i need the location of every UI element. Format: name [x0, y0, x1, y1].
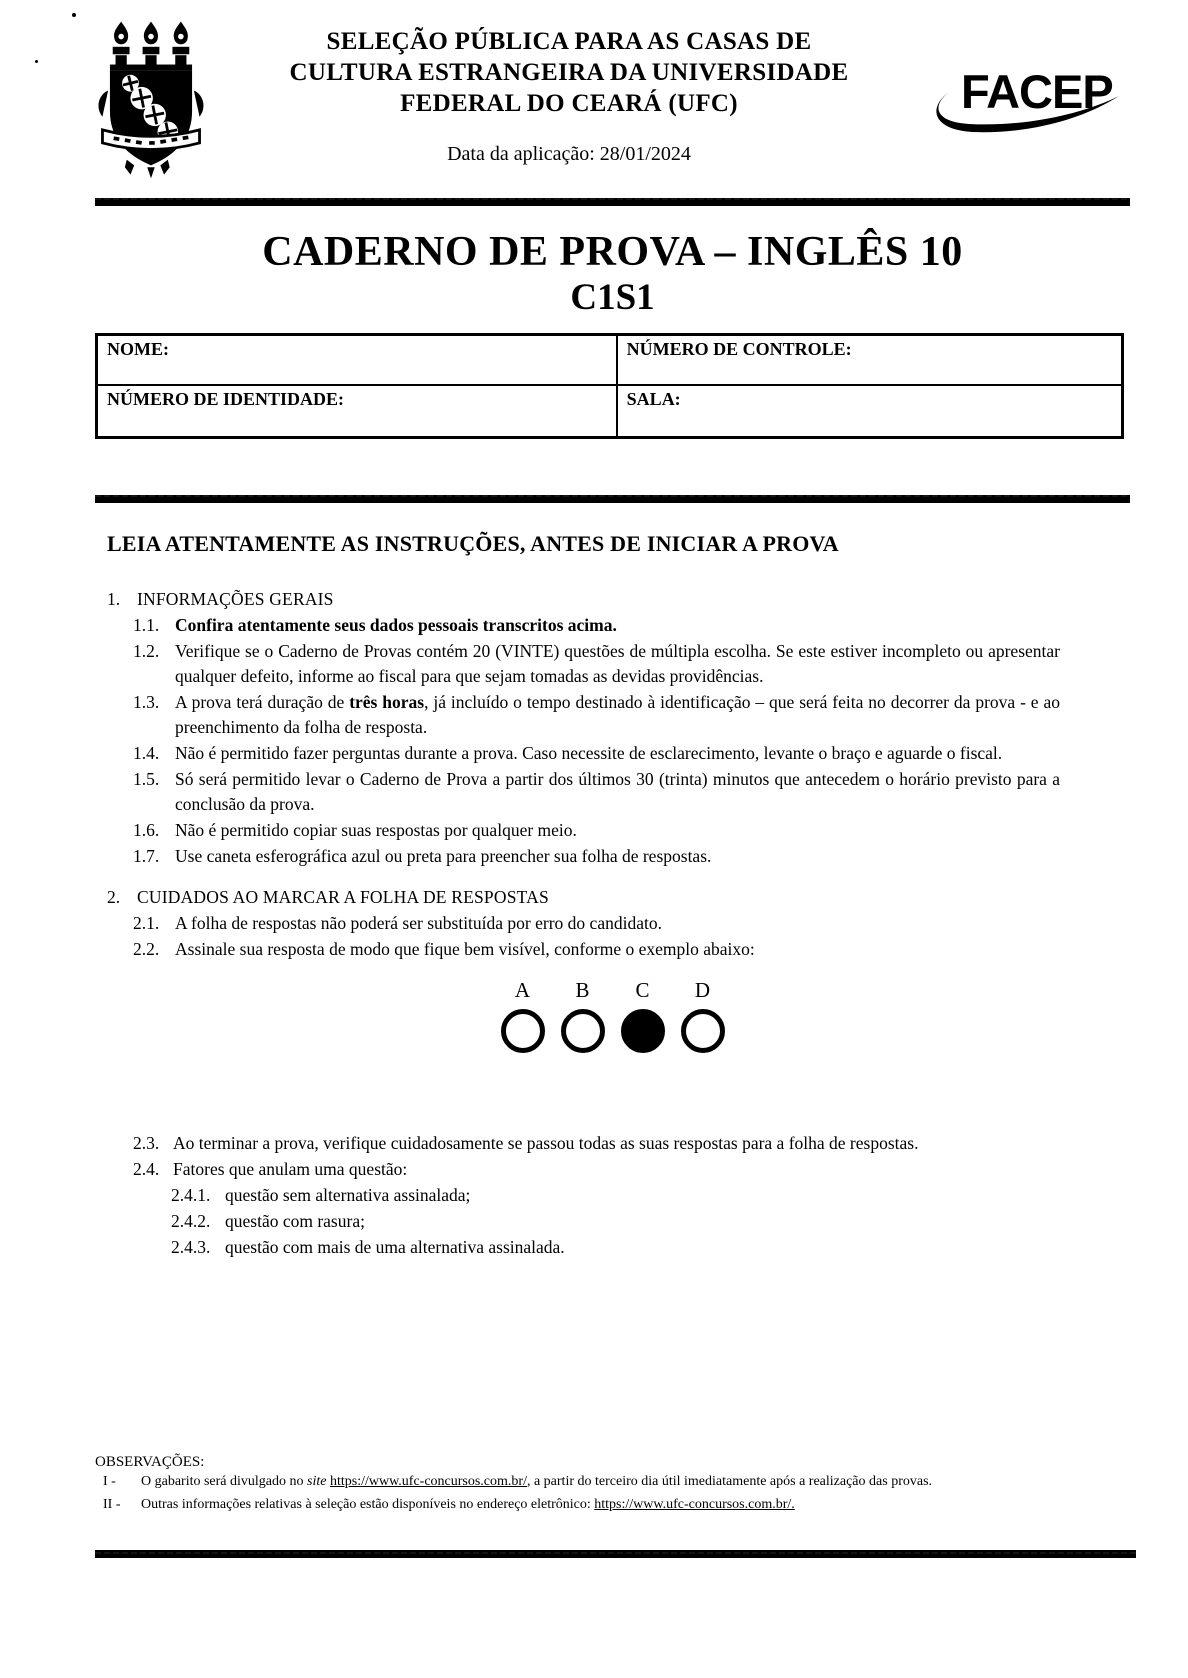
filled-answer-circle [621, 1009, 665, 1053]
answer-option-d [681, 978, 725, 1053]
item-text [175, 613, 1060, 638]
text-segment: Fatores que anulam uma questão: [173, 1159, 408, 1179]
section-heading [95, 587, 1130, 612]
item-number: 2.3. [133, 1133, 160, 1153]
observations-list [95, 1472, 1136, 1515]
ufc-coat-of-arms-logo [95, 18, 213, 196]
torch-flames [114, 22, 188, 45]
list-item [95, 844, 1130, 869]
list-item [95, 1495, 1136, 1515]
text-segment: Verifique se o Caderno de Provas contém 20 (VINTE) questões de múltipla escolha. Se este estiver incompleto ou apresentar qualquer defeito, informe ao fiscal para que sejam tomadas as devidas providências. [175, 641, 1060, 686]
list-item [95, 937, 1130, 962]
text-segment: Não é permitido copiar suas respostas por qualquer meio. [175, 820, 577, 840]
divider-bar [95, 1550, 1136, 1558]
table-cell [98, 386, 618, 436]
item-text [141, 1495, 1136, 1515]
text-segment: A prova terá duração de [175, 692, 350, 712]
section-number: 1. [107, 589, 121, 609]
item-text [175, 937, 1060, 962]
item-number: 1.3. [133, 692, 160, 712]
text-segment: questão com mais de uma alternativa assinalada. [225, 1237, 565, 1257]
section-heading [95, 885, 1130, 910]
item-number: 1.2. [133, 641, 160, 661]
item-number: 2.4.1. [171, 1185, 211, 1205]
list-item [95, 1183, 1130, 1208]
observations-heading: OBSERVAÇÕES: [95, 1454, 205, 1470]
table-cell [618, 386, 1121, 436]
text-segment: O gabarito será divulgado no [141, 1474, 308, 1489]
item-number: 1.1. [133, 615, 160, 635]
list-item [95, 690, 1130, 740]
scan-artifact-dot [35, 60, 38, 63]
text-segment: questão com rasura; [225, 1211, 365, 1231]
list-item [95, 911, 1130, 936]
item-number: 1.6. [133, 820, 160, 840]
document-header [95, 18, 1130, 196]
list-item [95, 1157, 1130, 1182]
table-cell [618, 336, 1121, 386]
url-link[interactable]: https://www.ufc-concursos.com.br/ [329, 1474, 527, 1489]
text-segment: Outras informações relativas à seleção estão disponíveis no endereço eletrônico: [141, 1497, 595, 1512]
item-number: 2.4.2. [171, 1211, 211, 1231]
text-segment: Não é permitido fazer perguntas durante a prova. Caso necessite de esclarecimento, levante o braço e aguarde o fiscal. [175, 743, 1003, 763]
list-item [95, 1235, 1130, 1260]
answer-circle [681, 1009, 725, 1053]
exam-code: C1S1 [570, 277, 655, 318]
item-text [175, 767, 1060, 817]
item-text [175, 639, 1060, 689]
item-text [175, 818, 1060, 843]
instructions-continued [95, 1131, 1130, 1260]
item-number: II - [103, 1497, 121, 1512]
list-item [95, 741, 1130, 766]
list-item [95, 1209, 1130, 1234]
item-number: 2.4. [133, 1159, 160, 1179]
option-letter: C [635, 978, 650, 1002]
application-date: Data da aplicação: 28/01/2024 [447, 143, 691, 165]
divider-bar [95, 495, 1130, 503]
item-text [173, 1131, 1130, 1156]
table-cell [98, 336, 618, 386]
org-title-line: SELEÇÃO PÚBLICA PARA AS CASAS DE [326, 28, 812, 55]
text-segment: três horas [349, 692, 425, 712]
torch-pedestals [110, 47, 192, 70]
item-number: 2.4.3. [171, 1237, 211, 1257]
list-item [95, 639, 1130, 689]
item-number: 2.2. [133, 939, 160, 959]
table-cell-label: NÚMERO DE CONTROLE: [626, 339, 852, 359]
answer-example [501, 978, 725, 1053]
item-text [141, 1472, 1136, 1492]
text-segment: A folha de respostas não poderá ser substituída por erro do candidato. [175, 913, 662, 933]
item-number: 2.1. [133, 913, 160, 933]
org-title-block [213, 18, 925, 196]
text-segment: questão sem alternativa assinalada; [225, 1185, 471, 1205]
item-number: 1.4. [133, 743, 160, 763]
item-text [175, 690, 1060, 740]
facep-logo [925, 18, 1130, 196]
candidate-info-table [95, 333, 1124, 439]
option-letter: A [514, 978, 531, 1002]
scan-artifact-dot [72, 13, 76, 17]
answer-circle [501, 1009, 545, 1053]
text-segment: Ao terminar a prova, verifique cuidadosamente se passou todas as suas respostas para a folha de respostas. [173, 1133, 919, 1153]
item-text [225, 1209, 1130, 1234]
list-item [95, 1472, 1136, 1492]
list-item [95, 818, 1130, 843]
text-segment: Use caneta esferográfica azul ou preta para preencher sua folha de respostas. [175, 846, 712, 866]
url-link[interactable]: https://www.ufc-concursos.com.br/. [594, 1497, 795, 1512]
item-text [175, 741, 1060, 766]
list-item [95, 613, 1130, 638]
item-text [173, 1157, 1130, 1182]
text-segment: site [307, 1474, 327, 1489]
section-title: INFORMAÇÕES GERAIS [137, 589, 334, 609]
item-text [175, 844, 1060, 869]
observations-section [95, 1452, 1136, 1518]
text-segment: Confira atentamente seus dados pessoais transcritos acima. [175, 615, 617, 635]
text-segment: , a partir do terceiro dia útil imediatamente após a realização das provas. [526, 1474, 933, 1489]
list-item [95, 767, 1130, 817]
section-title: CUIDADOS AO MARCAR A FOLHA DE RESPOSTAS [137, 887, 549, 907]
item-text [225, 1235, 1130, 1260]
item-number: 1.7. [133, 846, 160, 866]
divider-bar [95, 198, 1130, 206]
facep-logo-text: FACEP [961, 65, 1113, 118]
option-letter: B [575, 978, 590, 1002]
instructions-heading: LEIA ATENTAMENTE AS INSTRUÇÕES, ANTES DE INICIAR A PROVA [107, 531, 839, 556]
option-letter: D [694, 978, 711, 1002]
item-text [175, 911, 1060, 936]
org-title-line: CULTURA ESTRANGEIRA DA UNIVERSIDADE [289, 59, 849, 86]
item-number: 1.5. [133, 769, 160, 789]
text-segment: , já incluído o tempo destinado à identificação – que será feita no decorrer da prova - e ao preenchimento da folha de resposta. [175, 692, 1060, 737]
item-number: I - [103, 1474, 116, 1489]
answer-option-c [621, 978, 665, 1053]
answer-option-b [561, 978, 605, 1053]
answer-circle [561, 1009, 605, 1053]
list-item [95, 1131, 1130, 1156]
org-title-line: FEDERAL DO CEARÁ (UFC) [400, 90, 738, 117]
table-cell-label: NÚMERO DE IDENTIDADE: [107, 389, 345, 409]
section-number: 2. [107, 887, 121, 907]
item-text [225, 1183, 1130, 1208]
text-segment: Assinale sua resposta de modo que fique bem visível, conforme o exemplo abaixo: [175, 939, 755, 959]
instructions-list [95, 587, 1130, 962]
answer-option-a [501, 978, 545, 1053]
exam-title: CADERNO DE PROVA – INGLÊS 10 [262, 229, 963, 275]
table-cell-label: NOME: [107, 339, 169, 359]
table-cell-label: SALA: [626, 389, 681, 409]
text-segment: Só será permitido levar o Caderno de Prova a partir dos últimos 30 (trinta) minutos que antecedem o horário previsto para a conclusão da prova. [175, 769, 1060, 814]
